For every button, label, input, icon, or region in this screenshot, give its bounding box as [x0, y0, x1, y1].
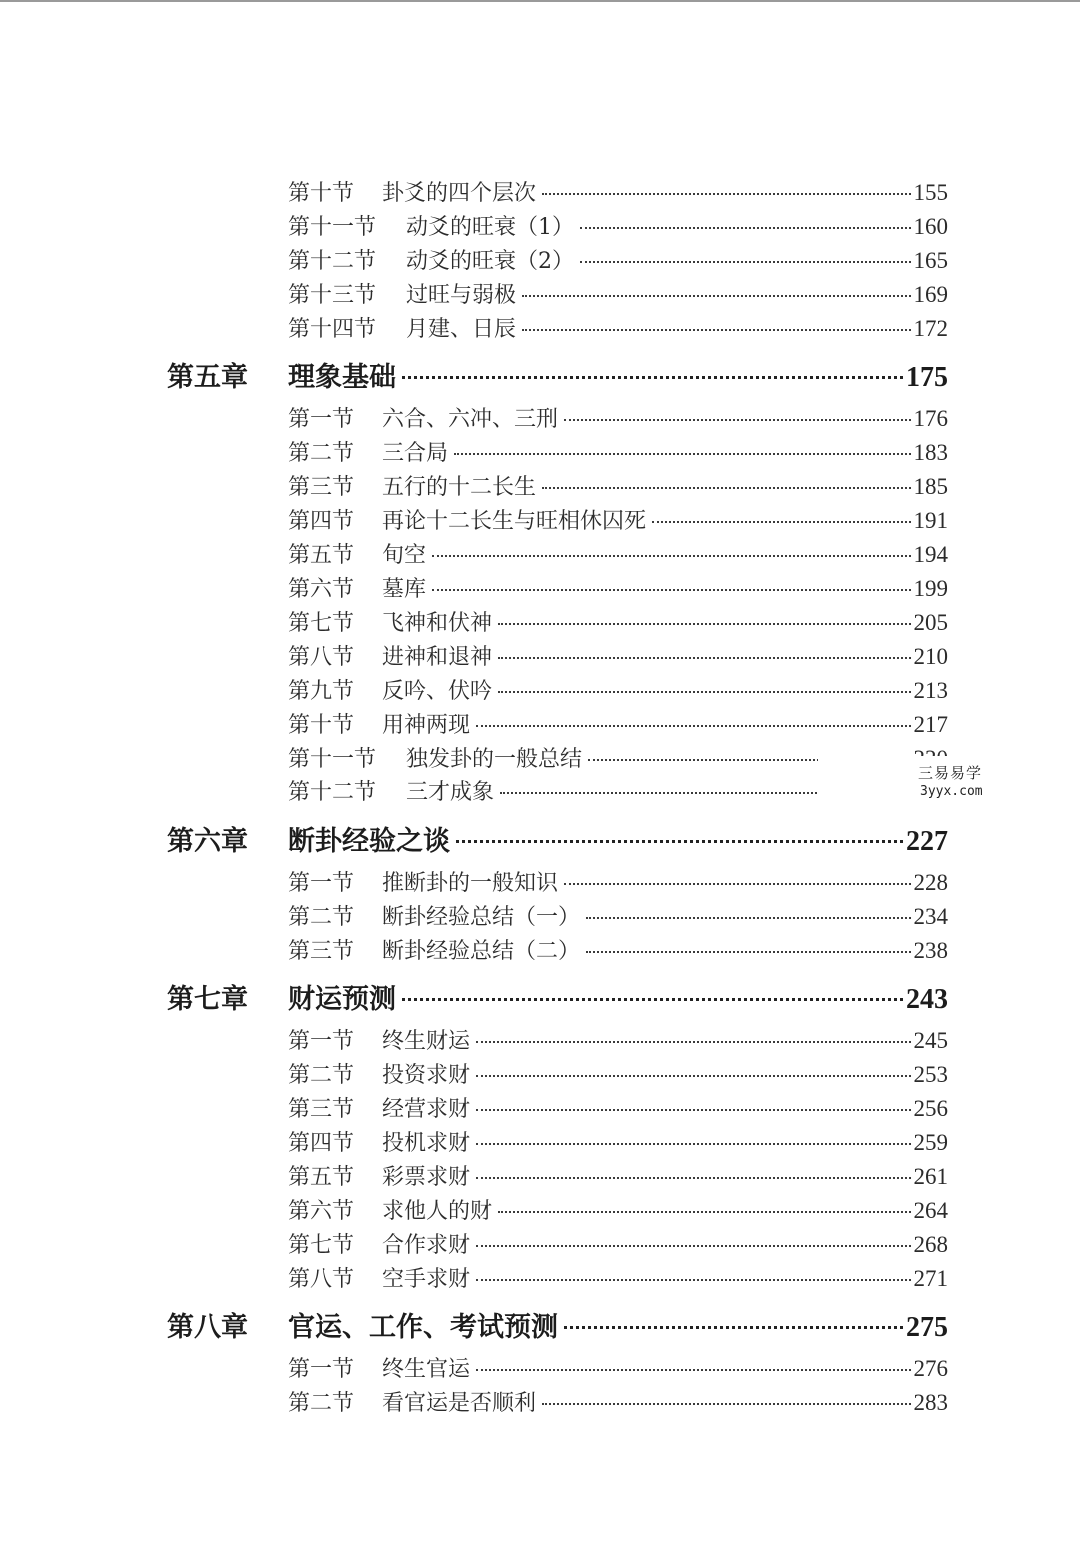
page-number: 172 — [913, 316, 948, 341]
dot-leader — [498, 657, 910, 659]
section-number: 第二节 — [288, 441, 355, 466]
section-number: 第二节 — [288, 905, 355, 930]
dot-leader — [652, 521, 910, 523]
toc-section-row — [0, 640, 1080, 674]
toc-section-row — [0, 244, 1080, 278]
toc-section-row — [0, 176, 1080, 210]
toc-section-row — [0, 402, 1080, 436]
toc-section-row — [0, 1386, 1080, 1420]
section-title: 动爻的旺衰（1） — [406, 215, 574, 240]
section-title: 过旺与弱极 — [406, 283, 517, 308]
toc-section-row — [0, 1262, 1080, 1296]
toc-section-row — [0, 1126, 1080, 1160]
section-number: 第三节 — [288, 475, 355, 500]
toc-section-row — [0, 210, 1080, 244]
chapter-number: 第七章 — [167, 984, 248, 1015]
page-number: 253 — [913, 1062, 948, 1087]
page-number: 175 — [906, 362, 948, 393]
chapter-title: 理象基础 — [288, 362, 396, 393]
section-title: 用神两现 — [382, 713, 471, 738]
section-title: 经营求财 — [382, 1097, 471, 1122]
page-number: 259 — [913, 1130, 948, 1155]
section-title: 月建、日辰 — [406, 317, 517, 342]
section-title: 反吟、伏吟 — [382, 679, 493, 704]
page-number: 283 — [913, 1390, 948, 1415]
dot-leader — [498, 623, 910, 625]
section-number: 第五节 — [288, 1165, 355, 1190]
page-number: 238 — [913, 938, 948, 963]
section-number: 第十一节 — [288, 215, 377, 240]
dot-leader — [542, 487, 910, 489]
section-number: 第一节 — [288, 407, 355, 432]
section-number: 第十三节 — [288, 283, 377, 308]
dot-leader — [564, 883, 910, 885]
toc-section-row — [0, 278, 1080, 312]
section-title: 三才成象 — [406, 780, 495, 805]
section-number: 第四节 — [288, 509, 355, 534]
toc-chapter-row — [0, 1304, 1080, 1352]
section-title: 彩票求财 — [382, 1165, 471, 1190]
watermark-url: 3yyx.com — [920, 784, 983, 799]
section-title: 断卦经验总结（一） — [382, 905, 581, 930]
dot-leader — [564, 419, 910, 421]
page-number: 243 — [906, 984, 948, 1015]
page-number: 227 — [906, 826, 948, 857]
toc-section-row — [0, 900, 1080, 934]
page-number: 276 — [913, 1356, 948, 1381]
dot-leader — [476, 1109, 910, 1111]
watermark — [818, 756, 998, 804]
section-title: 进神和退神 — [382, 645, 493, 670]
page-number: 245 — [913, 1028, 948, 1053]
page-number: 256 — [913, 1096, 948, 1121]
section-number: 第六节 — [288, 577, 355, 602]
section-number: 第十节 — [288, 181, 355, 206]
toc-section-row — [0, 1024, 1080, 1058]
section-number: 第三节 — [288, 939, 355, 964]
dot-leader — [476, 1075, 910, 1077]
dot-leader — [542, 193, 910, 195]
section-number: 第十二节 — [288, 249, 377, 274]
section-number: 第七节 — [288, 1233, 355, 1258]
page-number: 217 — [913, 712, 948, 737]
dot-leader — [402, 998, 903, 1001]
section-number: 第一节 — [288, 1029, 355, 1054]
toc-section-row — [0, 538, 1080, 572]
page-number: 176 — [913, 406, 948, 431]
toc-section-row — [0, 1194, 1080, 1228]
dot-leader — [456, 840, 903, 843]
page-number: 264 — [913, 1198, 948, 1223]
dot-leader — [586, 951, 910, 953]
section-title: 飞神和伏神 — [382, 611, 493, 636]
toc-section-row — [0, 866, 1080, 900]
page-number: 205 — [913, 610, 948, 635]
watermark-text: 三易易学 — [918, 764, 983, 782]
dot-leader — [522, 329, 910, 331]
section-number: 第一节 — [288, 871, 355, 896]
dot-leader — [454, 453, 910, 455]
page-number: 275 — [906, 1312, 948, 1343]
section-title: 断卦经验总结（二） — [382, 939, 581, 964]
dot-leader — [432, 555, 910, 557]
dot-leader — [542, 1403, 910, 1405]
dot-leader — [586, 917, 910, 919]
toc-section-row — [0, 572, 1080, 606]
page-number: 234 — [913, 904, 948, 929]
toc-section-row — [0, 1352, 1080, 1386]
section-number: 第四节 — [288, 1131, 355, 1156]
page-number: 210 — [913, 644, 948, 669]
toc-section-row — [0, 504, 1080, 538]
section-title: 墓库 — [382, 577, 427, 602]
toc-section-row — [0, 1058, 1080, 1092]
toc-section-row — [0, 708, 1080, 742]
section-title: 三合局 — [382, 441, 449, 466]
dot-leader — [476, 725, 910, 727]
dot-leader — [402, 376, 903, 379]
dot-leader — [498, 1211, 910, 1213]
section-number: 第七节 — [288, 611, 355, 636]
dot-leader — [522, 295, 910, 297]
section-number: 第三节 — [288, 1097, 355, 1122]
section-title: 动爻的旺衰（2） — [406, 249, 574, 274]
section-title: 看官运是否顺利 — [382, 1391, 537, 1416]
section-title: 求他人的财 — [382, 1199, 493, 1224]
page-number: 165 — [913, 248, 948, 273]
toc-section-row — [0, 470, 1080, 504]
dot-leader — [564, 1326, 903, 1329]
section-title: 空手求财 — [382, 1267, 471, 1292]
section-number: 第一节 — [288, 1357, 355, 1382]
page-number: 183 — [913, 440, 948, 465]
section-title: 再论十二长生与旺相休囚死 — [382, 509, 647, 534]
section-title: 独发卦的一般总结 — [406, 747, 583, 772]
toc-section-row — [0, 312, 1080, 346]
section-title: 投机求财 — [382, 1131, 471, 1156]
dot-leader — [476, 1245, 910, 1247]
page-number: 160 — [913, 214, 948, 239]
toc-section-row — [0, 1092, 1080, 1126]
dot-leader — [476, 1279, 910, 1281]
chapter-title: 断卦经验之谈 — [288, 826, 450, 857]
dot-leader — [432, 589, 910, 591]
section-number: 第六节 — [288, 1199, 355, 1224]
section-number: 第十二节 — [288, 780, 377, 805]
page-number: 194 — [913, 542, 948, 567]
dot-leader — [476, 1177, 910, 1179]
dot-leader — [498, 691, 910, 693]
toc-chapter-row — [0, 354, 1080, 402]
page-number: 213 — [913, 678, 948, 703]
dot-leader — [476, 1143, 910, 1145]
page-number: 199 — [913, 576, 948, 601]
section-title: 五行的十二长生 — [382, 475, 537, 500]
toc-section-row — [0, 1160, 1080, 1194]
toc-section-row — [0, 674, 1080, 708]
chapter-number: 第五章 — [167, 362, 248, 393]
section-number: 第二节 — [288, 1391, 355, 1416]
top-rule — [0, 0, 1080, 2]
section-title: 旬空 — [382, 543, 427, 568]
section-number: 第十四节 — [288, 317, 377, 342]
chapter-title: 官运、工作、考试预测 — [288, 1312, 558, 1343]
dot-leader — [580, 261, 911, 263]
dot-leader — [476, 1369, 910, 1371]
section-title: 卦爻的四个层次 — [382, 181, 537, 206]
dot-leader — [476, 1041, 910, 1043]
section-title: 终生财运 — [382, 1029, 471, 1054]
chapter-number: 第八章 — [167, 1312, 248, 1343]
toc-chapter-row — [0, 818, 1080, 866]
page-number: 155 — [913, 180, 948, 205]
section-title: 合作求财 — [382, 1233, 471, 1258]
page-number: 228 — [913, 870, 948, 895]
toc-section-row — [0, 934, 1080, 968]
section-number: 第二节 — [288, 1063, 355, 1088]
toc-chapter-row — [0, 976, 1080, 1024]
page-number: 261 — [913, 1164, 948, 1189]
toc-section-row — [0, 436, 1080, 470]
chapter-number: 第六章 — [167, 826, 248, 857]
page-number: 169 — [913, 282, 948, 307]
section-number: 第九节 — [288, 679, 355, 704]
section-number: 第十一节 — [288, 747, 377, 772]
page-number: 271 — [913, 1266, 948, 1291]
section-number: 第八节 — [288, 1267, 355, 1292]
dot-leader — [580, 227, 911, 229]
page-number: 268 — [913, 1232, 948, 1257]
section-number: 第五节 — [288, 543, 355, 568]
section-number: 第八节 — [288, 645, 355, 670]
toc-section-row — [0, 1228, 1080, 1262]
toc-section-row — [0, 606, 1080, 640]
section-title: 推断卦的一般知识 — [382, 871, 559, 896]
section-number: 第十节 — [288, 713, 355, 738]
page-number: 191 — [913, 508, 948, 533]
section-title: 六合、六冲、三刑 — [382, 407, 559, 432]
section-title: 终生官运 — [382, 1357, 471, 1382]
chapter-title: 财运预测 — [288, 984, 396, 1015]
page-number: 185 — [913, 474, 948, 499]
section-title: 投资求财 — [382, 1063, 471, 1088]
